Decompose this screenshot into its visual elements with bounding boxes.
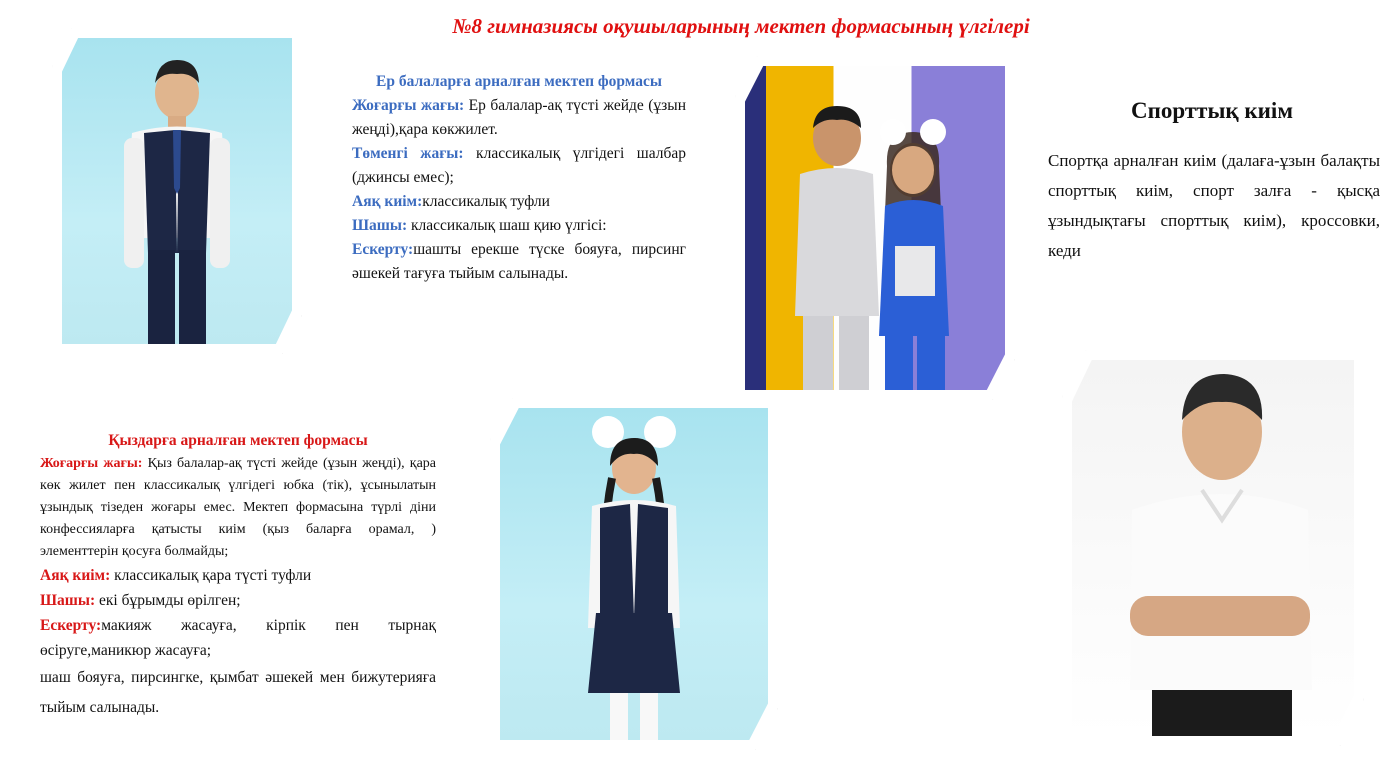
girls-uniform-description <box>40 428 436 723</box>
boys-bottom-text: классикалық үлгідегі шалбар (джинсы емес); <box>352 145 686 186</box>
sport-kids-photo <box>735 56 1015 400</box>
boys-uniform-description <box>352 70 686 286</box>
girls-note-label: Ескерту: <box>40 617 102 634</box>
boys-note-label: Ескерту: <box>352 241 414 258</box>
girls-note-text-continued: шаш бояуға, пирсингке, қымбат әшекей мен бижутерияға тыйым салынады. <box>40 669 436 716</box>
boy-uniform-photo <box>52 28 302 354</box>
girls-hair-label: Шашы: <box>40 592 96 609</box>
boys-hair-label: Шашы: <box>352 217 408 234</box>
girls-hair-text: екі бұрымды өрілген; <box>95 592 241 609</box>
girl-figure-illustration <box>500 408 768 740</box>
girls-note-text: макияж жасауға, кірпік пен тырнақ өсіруге,маникюр жасауға; <box>40 617 436 659</box>
page-title: №8 гимназиясы оқушыларының мектеп формасының үлгілері <box>452 14 1030 38</box>
sport-heading: Спорттық киім <box>1131 98 1293 123</box>
boy-figure-illustration <box>62 38 292 344</box>
boys-top-label: Жоғарғы жағы: <box>352 97 465 114</box>
boys-hair-text: классикалық шаш қию үлгісі: <box>407 217 607 234</box>
girls-top-label: Жоғарғы жағы: <box>40 456 143 471</box>
boys-bottom-label: Төменгі жағы: <box>352 145 464 162</box>
boys-shoes-label: Аяқ киім: <box>352 193 423 210</box>
sport-boy-photo <box>1062 350 1364 746</box>
girl-uniform-photo <box>490 398 778 750</box>
girls-shoes-text: классикалық қара түсті туфли <box>110 567 312 584</box>
boys-heading: Ер балаларға арналған мектеп формасы <box>376 73 662 90</box>
boys-top-text: Ер балалар-ақ түсті жейде (ұзын жеңді),қара көкжилет. <box>352 97 686 138</box>
girls-top-text: Қыз балалар-ақ түсті жейде (ұзын жеңді), қара көк жилет пен классикалық үлгідегі юбка (тік), ұсынылатын ұзындық тізеден жоғары емес. Мектеп формасына түрлі діни конфессияларға қатысты киім (қыз баларға орамал, ) элементтерін қосуға болмайды; <box>40 456 437 559</box>
girls-heading: Қыздарға арналған мектеп формасы <box>108 432 368 449</box>
sport-boy-illustration <box>1072 360 1354 736</box>
girls-shoes-label: Аяқ киім: <box>40 567 111 584</box>
boys-note-text: шашты ерекше түске бояуға, пирсинг әшекей тағуға тыйым салынады. <box>352 241 686 282</box>
sport-description: Спортқа арналған киім (далаға-ұзын балақты спорттық киім, спорт залға - қысқа ұзындықтағы спорттық киім), кроссовки, кеди <box>1048 151 1380 260</box>
sport-kids-illustration <box>745 66 1005 390</box>
boys-shoes-text: классикалық туфли <box>422 193 550 210</box>
